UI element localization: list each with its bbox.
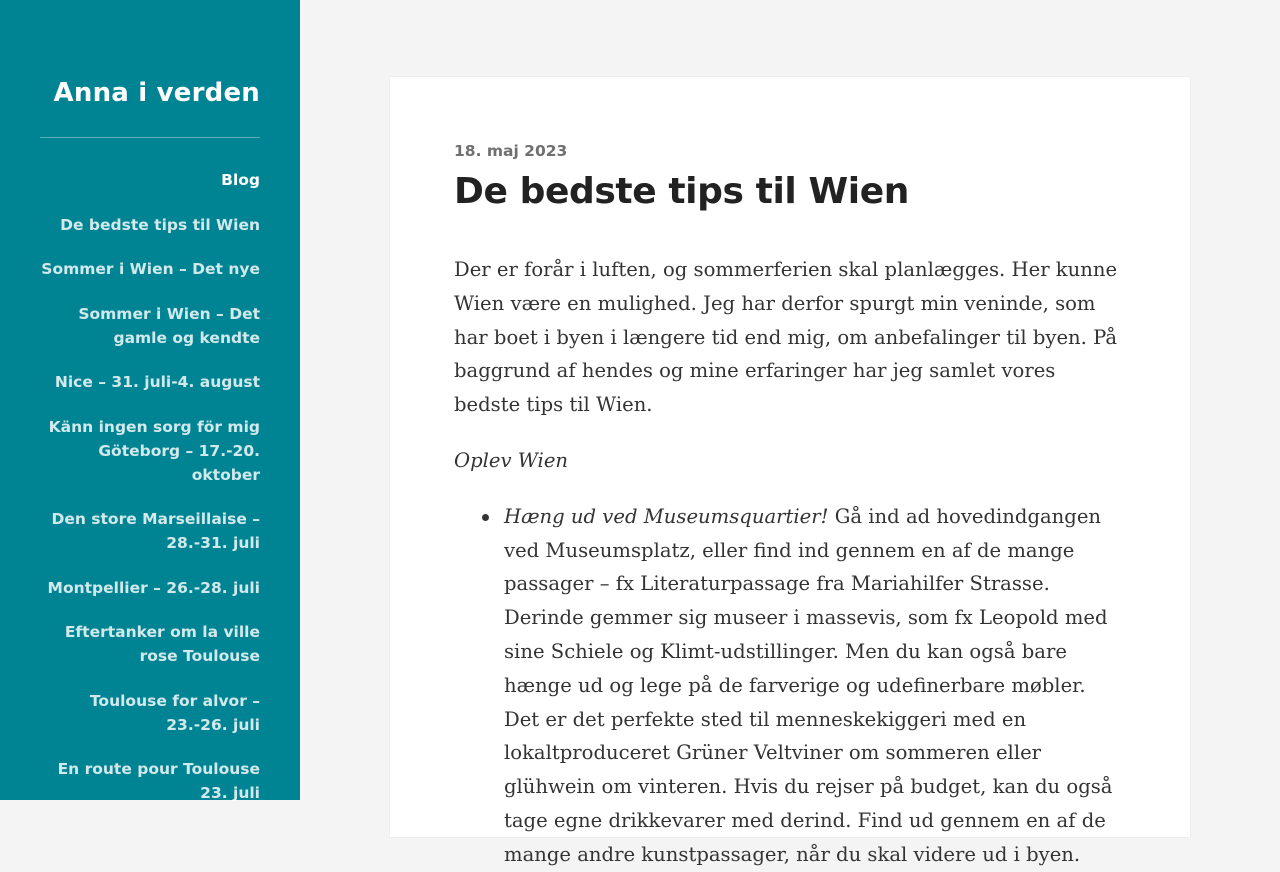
- sidebar-item-post: [40, 213, 260, 237]
- sidebar-item-post: [40, 620, 260, 668]
- post-body: [454, 253, 1126, 872]
- sidebar-item-post: [40, 507, 260, 555]
- main-content: [300, 0, 1280, 866]
- post-intro: Der er forår i luften, og sommerferien skal planlægges. Her kunne Wien være en mulighed. Jeg har derfor spurgt min veninde, som har boet i byen i længere tid end mig, om anbefalinger til byen. På baggrund af hendes og mine erfaringer har jeg samlet vores bedste tips til Wien.: [454, 258, 1118, 417]
- list-item-lead: Hæng ud ved Museumsquartier!: [504, 504, 829, 528]
- list-item: [504, 500, 1126, 872]
- sidebar-item-post: [40, 689, 260, 737]
- sidebar-link[interactable]: Sommer i Wien – Det nye: [41, 260, 260, 278]
- sidebar-link[interactable]: Eftertanker om la ville rose Toulouse: [64, 623, 260, 665]
- list-item-text: Gå ind ad hovedindgangen ved Museumsplatz, eller find ind gennem en af de mange passager – fx Literaturpassage fra Mariahilfer Strasse. Derinde gemmer sig museer i massevis, som fx Leopold med sine Schiele og Klimt-udstillinger. Men du kan også bare hænge ud og lege på de farverige og udefinerbare møbler. Det er det perfekte sted til menneskekiggeri med en lokaltproduceret Grüner Veltviner om sommeren eller glühwein om vinteren. Hvis du rejser på budget, kan du også tage egne drikkevarer med derind. Find ud gennem en af de mange andre kunstpassager, når du skal videre ud i byen.: [504, 504, 1113, 866]
- sidebar-link[interactable]: En route pour Toulouse 23. juli: [57, 760, 260, 802]
- sidebar-link[interactable]: De bedste tips til Wien: [60, 215, 260, 234]
- sidebar-item-post: [40, 302, 260, 350]
- sidebar-item-post: [40, 370, 260, 394]
- sidebar-link[interactable]: Sommer i Wien – Det gamle og kendte: [78, 304, 260, 347]
- section-heading: [454, 444, 1126, 478]
- sidebar-link[interactable]: Känn ingen sorg för mig Göteborg – 17.-20. oktober: [48, 417, 260, 484]
- sidebar: [0, 0, 300, 800]
- sidebar-item-blog: [40, 168, 260, 192]
- post-title: De bedste tips til Wien: [454, 171, 909, 212]
- post-date-link[interactable]: 18. maj 2023: [454, 142, 568, 160]
- sidebar-link[interactable]: Toulouse for alvor – 23.-26. juli: [89, 691, 260, 734]
- sidebar-link[interactable]: Blog: [221, 171, 260, 189]
- sidebar-link[interactable]: Nice – 31. juli-4. august: [54, 373, 260, 391]
- sidebar-item-post: [40, 257, 260, 281]
- sidebar-item-post: [40, 576, 260, 600]
- post-card: [390, 77, 1190, 866]
- sidebar-menu: [40, 168, 260, 826]
- tips-list: [454, 500, 1126, 872]
- section-heading-text: Oplev Wien: [454, 448, 569, 472]
- sidebar-divider: [40, 137, 260, 138]
- sidebar-item-post: [40, 757, 260, 805]
- sidebar-link[interactable]: Den store Marseillaise – 28.-31. juli: [51, 510, 260, 552]
- sidebar-link[interactable]: Montpellier – 26.-28. juli: [47, 578, 260, 597]
- site-title-link[interactable]: Anna i verden: [53, 78, 260, 108]
- sidebar-item-post: [40, 415, 260, 487]
- bullet-icon: [482, 514, 489, 521]
